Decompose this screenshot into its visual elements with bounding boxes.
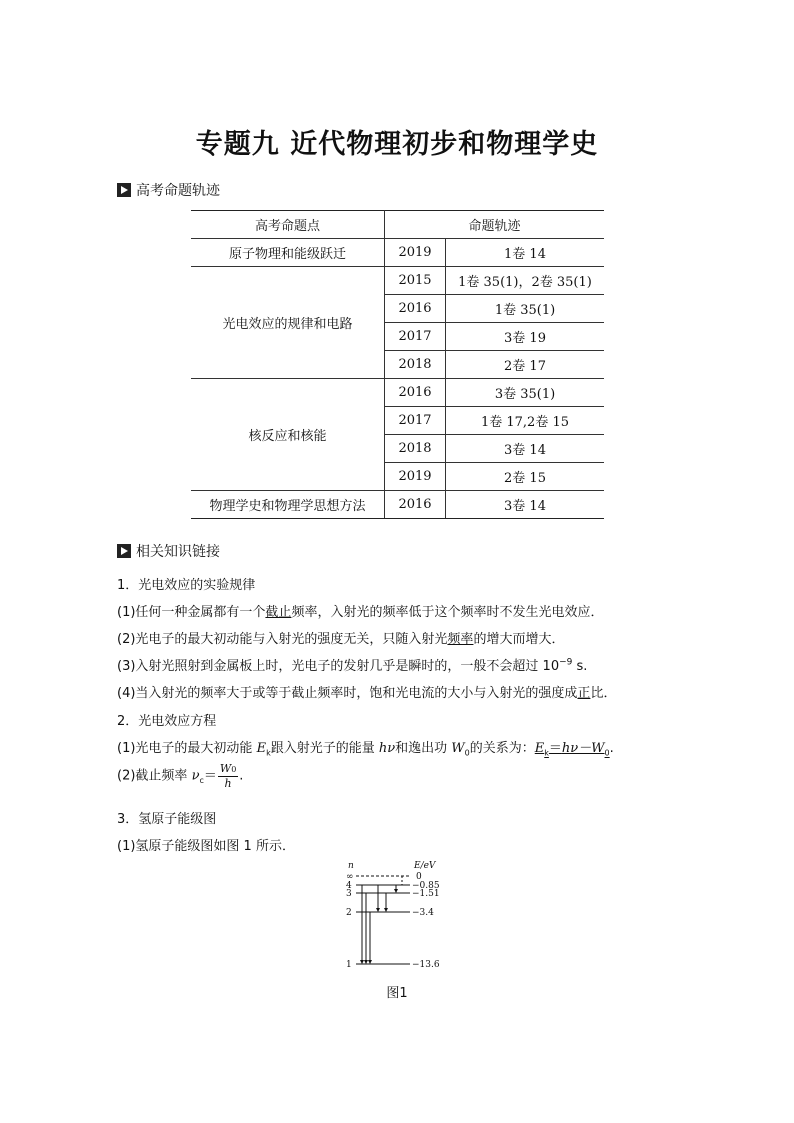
text: (1)光电子的最大初动能 xyxy=(117,741,257,756)
subheading-photoelectric-equation: 2．光电效应方程 xyxy=(117,714,217,729)
symbol: ＝ xyxy=(548,741,562,756)
section-heading-label: 高考命题轨迹 xyxy=(136,183,220,199)
symbol: E xyxy=(534,741,545,756)
text: . xyxy=(239,768,244,784)
topic-cell: 物理学史和物理学思想方法 xyxy=(191,491,385,519)
superscript: −9 xyxy=(559,657,573,668)
subscript: k xyxy=(544,748,549,758)
hydrogen-energy-level-diagram xyxy=(340,858,460,976)
level-energy-label: −13.6 xyxy=(412,960,440,970)
table-row xyxy=(191,267,604,295)
text: (2)光电子的最大初动能与入射光的强度无关，只随入射光 xyxy=(117,632,448,647)
level-energy-label: −0.85 xyxy=(412,881,440,891)
track-cell: 1卷 35(1) xyxy=(446,295,605,323)
paragraph-4 xyxy=(117,682,616,701)
symbol: hν－W xyxy=(561,741,605,756)
page-title: 专题九 近代物理初步和物理学史 xyxy=(195,129,599,160)
track-cell: 1卷 17,2卷 15 xyxy=(446,407,605,435)
text: 的增大而增大． xyxy=(473,632,565,647)
year-cell: 2016 xyxy=(385,295,446,323)
paragraph-3 xyxy=(117,655,587,674)
text: 的关系为： xyxy=(469,741,535,756)
paragraph-6 xyxy=(117,762,243,790)
section-heading-exam-trends xyxy=(117,180,220,200)
axis-label-energy: E/eV xyxy=(414,861,436,871)
text: (4)当入射光的频率大于或等于截止频率时，饱和光电流的大小与入射光的强度成 xyxy=(117,686,578,701)
paragraph-1 xyxy=(117,601,603,620)
topic-cell: 原子物理和能级跃迁 xyxy=(191,239,385,267)
track-cell: 3卷 35(1) xyxy=(446,379,605,407)
paragraph-7: (1)氢原子能级图如图 1 所示． xyxy=(117,839,295,854)
track-cell: 3卷 19 xyxy=(446,323,605,351)
table-header-row xyxy=(191,211,604,239)
table-row xyxy=(191,379,604,407)
level-n-label: 4 xyxy=(346,881,352,891)
text: (3)入射光照射到金属板上时，光电子的发射几乎是瞬时的，一般不会超过 10 xyxy=(117,659,560,674)
paragraph-2 xyxy=(117,628,564,647)
symbol: W xyxy=(219,762,232,775)
text: . xyxy=(609,741,614,756)
section-heading-label: 相关知识链接 xyxy=(136,544,220,560)
track-cell: 1卷 14 xyxy=(446,239,605,267)
numerator xyxy=(218,762,238,777)
track-cell: 2卷 15 xyxy=(446,463,605,491)
track-cell: 3卷 14 xyxy=(446,435,605,463)
paragraph-5 xyxy=(117,737,614,758)
symbol: ＝ xyxy=(203,768,217,784)
level-n-label: 1 xyxy=(346,960,352,970)
symbol: ν xyxy=(191,768,200,784)
subheading-hydrogen-levels: 3．氢原子能级图 xyxy=(117,812,217,827)
text: 频率，入射光的频率低于这个频率时不发生光电效应． xyxy=(291,605,604,620)
level-energy-label: −1.51 xyxy=(412,889,440,899)
exam-trend-table xyxy=(191,210,604,519)
level-energy-label: −3.4 xyxy=(412,908,434,918)
year-cell: 2017 xyxy=(385,323,446,351)
text: 和逸出功 xyxy=(395,741,452,756)
header-cell: 命题轨迹 xyxy=(385,211,605,239)
symbol: E xyxy=(256,741,267,756)
level-n-label: 3 xyxy=(346,889,352,899)
year-cell: 2017 xyxy=(385,407,446,435)
year-cell: 2015 xyxy=(385,267,446,295)
text: (2)截止频率 xyxy=(117,768,192,784)
header-cell: 高考命题点 xyxy=(191,211,385,239)
table-row xyxy=(191,491,604,519)
subscript: 0 xyxy=(464,748,470,758)
underlined-text: 正 xyxy=(577,686,591,701)
level-n-label: ∞ xyxy=(346,872,354,882)
topic-cell: 核反应和核能 xyxy=(191,379,385,491)
section-heading-knowledge xyxy=(117,541,220,561)
year-cell: 2018 xyxy=(385,435,446,463)
underlined-text: 频率 xyxy=(447,632,474,647)
year-cell: 2016 xyxy=(385,379,446,407)
year-cell: 2016 xyxy=(385,491,446,519)
axis-label-n: n xyxy=(348,861,354,871)
text: (1)任何一种金属都有一个 xyxy=(117,605,266,620)
level-energy-label: 0 xyxy=(416,872,422,882)
topic-cell: 光电效应的规律和电路 xyxy=(191,267,385,379)
subscript: 0 xyxy=(231,765,237,774)
track-cell: 2卷 17 xyxy=(446,351,605,379)
symbol: W xyxy=(451,741,465,756)
subscript: 0 xyxy=(604,748,610,758)
text: 跟入射光子的能量 xyxy=(270,741,379,756)
table-row xyxy=(191,239,604,267)
year-cell: 2019 xyxy=(385,463,446,491)
text: 比． xyxy=(590,686,617,701)
subheading-photoelectric-laws: 1．光电效应的实验规律 xyxy=(117,578,256,593)
subscript: k xyxy=(266,748,271,758)
underlined-text: 截止 xyxy=(265,605,292,620)
track-cell: 3卷 14 xyxy=(446,491,605,519)
year-cell: 2018 xyxy=(385,351,446,379)
symbol: hν xyxy=(378,741,396,756)
text: s. xyxy=(572,659,588,674)
track-cell: 1卷 35(1)，2卷 35(1) xyxy=(446,267,605,295)
play-triangle-icon xyxy=(117,544,131,558)
play-triangle-icon xyxy=(117,183,131,197)
figure-caption: 图1 xyxy=(386,986,408,1001)
fraction xyxy=(218,762,238,790)
year-cell: 2019 xyxy=(385,239,446,267)
denominator: h xyxy=(224,777,232,790)
subscript: c xyxy=(199,776,204,786)
level-n-label: 2 xyxy=(346,908,352,918)
